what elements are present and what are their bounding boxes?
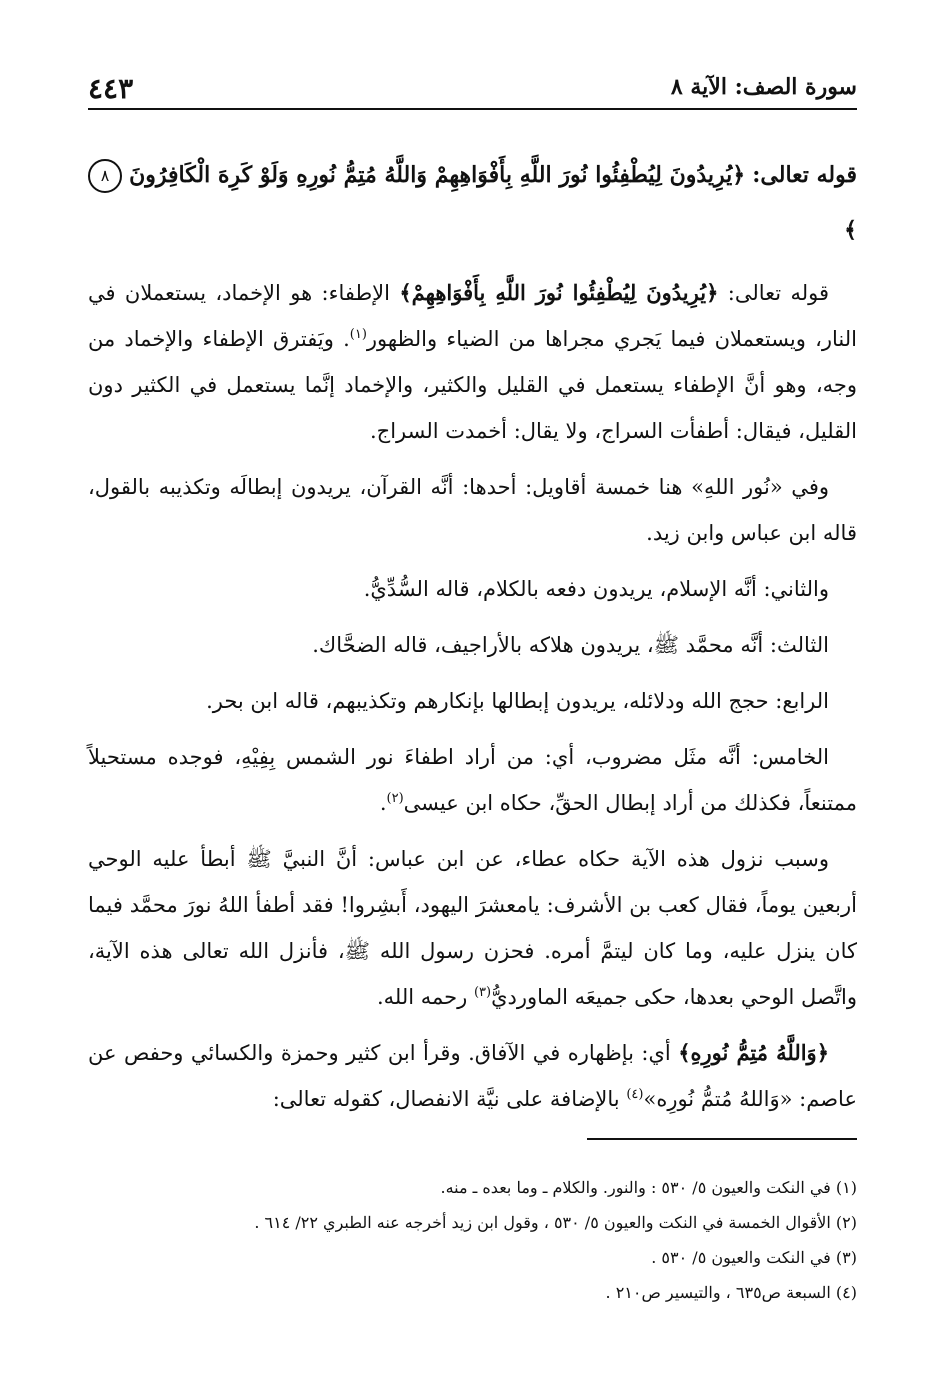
paragraph-1 xyxy=(88,270,857,454)
header-rule xyxy=(88,108,857,110)
p8-end: بالإضافة على نيَّة الانفصال، كقوله تعالى: xyxy=(272,1087,627,1111)
footnote-ref-2[interactable]: (٢) xyxy=(386,791,404,806)
verse-text: ﴿يُرِيدُونَ لِيُطْفِئُوا نُورَ اللَّهِ بِأَفْوَاهِهِمْ وَاللَّهُ مُتِمُّ نُورِهِ وَلَوْ كَرِهَ الْكَافِرُونَ xyxy=(129,162,746,188)
main-text xyxy=(88,148,857,1132)
ayah-number: ٨ xyxy=(88,159,122,193)
footnote-3: (٣) في النكت والعيون ٥/ ٥٣٠ . xyxy=(651,1248,857,1267)
p8-text: أي: بإظهاره في الآفاق. وقرأ ابن كثير وحمزة والكسائي وحفص عن عاصم: «وَاللهُ مُتمُّ نُورِه» xyxy=(88,1041,857,1111)
footnote-1: (١) في النكت والعيون ٥/ ٥٣٠ : والنور. والكلام ـ وما بعده ـ منه. xyxy=(440,1178,857,1197)
paragraph-4: الثالث: أنَّه محمَّد ﷺ، يريدون هلاكه بالأراجيف، قاله الضحَّاك. xyxy=(312,633,829,657)
paragraph-7 xyxy=(88,836,857,1020)
footnote-ref-4[interactable]: (٤) xyxy=(626,1087,644,1102)
p1-text-2: . ويَفترق الإطفاء والإخماد من وجه، وهو أنَّ الإطفاء يستعمل في القليل والكثير، والإخماد إنَّما يستعمل في الكثير دون القليل، فيقال: أطفأت السراج، ولا يقال: أخمدت السراج. xyxy=(88,327,857,443)
p6-text: الخامس: أنَّه مثَل مضروب، أي: من أراد اطفاءَ نور الشمس بِفِيْهِ، فوجده مستحيلاً ممتنعاً، فكذلك من أراد إبطال الحقِّ، حكاه ابن عيسى xyxy=(88,745,857,815)
verse-close: ﴾ xyxy=(844,217,857,243)
paragraph-2: وفي «نُور اللهِ» هنا خمسة أقاويل: أحدها: أنَّه القرآن، يريدون إبطالَه وتكذيبه بالقول، قاله ابن عباس وابن زيد. xyxy=(88,475,857,545)
verse-label: قوله تعالى: xyxy=(752,162,858,188)
footnote-separator xyxy=(587,1138,857,1140)
footnote-ref-1[interactable]: (١) xyxy=(349,327,367,342)
p7-end: رحمه الله. xyxy=(376,985,474,1009)
p7-text: وسبب نزول هذه الآية حكاه عطاء، عن ابن عباس: أنَّ النبيَّ ﷺ أبطأ عليه الوحي أربعين يوماً، فقال كعب بن الأشرف: يامعشرَ اليهود، أَبشِروا! فقد أطفأ اللهُ نورَ محمَّد فيما كان ينزل عليه، وما كان ليتمَّ أمره. فحزن رسول الله ﷺ، فأنزل الله تعالى هذه الآية، واتَّصل الوحي بعدها، حكى جميعَه الماورديُّ xyxy=(88,847,857,1009)
footnote-4: (٤) السبعة ص٦٣٥ ، والتيسير ص٢١٠ . xyxy=(605,1283,857,1302)
paragraph-6 xyxy=(88,734,857,826)
footnote-ref-3[interactable]: (٣) xyxy=(473,985,492,1000)
page-header xyxy=(88,72,857,105)
paragraph-8 xyxy=(88,1030,857,1122)
p8-quote: ﴿وَاللَّهُ مُتِمُّ نُورِهِ﴾ xyxy=(678,1040,829,1065)
page-number: ٤٤٣ xyxy=(88,72,134,105)
footnote-2: (٢) الأقوال الخمسة في النكت والعيون ٥/ ٥٣٠ ، وقول ابن زيد أخرجه عنه الطبري ٢٢/ ٦١٤ . xyxy=(254,1213,857,1232)
verse-heading xyxy=(88,148,857,258)
running-title: سورة الصف: الآية ٨ xyxy=(670,74,857,100)
paragraph-3: والثاني: أنَّه الإسلام، يريدون دفعه بالكلام، قاله السُّدِّيُّ. xyxy=(363,577,829,601)
paragraph-5: الرابع: حجج الله ودلائله، يريدون إبطالها بإنكارهم وتكذيبهم، قاله ابن بحر. xyxy=(206,689,829,713)
p1-quote: ﴿يُرِيدُونَ لِيُطْفِئُوا نُورَ اللَّهِ بِأَفْوَاهِهِمْ﴾ xyxy=(399,280,719,305)
p6-end: . xyxy=(379,791,387,815)
p1-lead: قوله تعالى: xyxy=(718,281,830,305)
footnotes xyxy=(88,1170,857,1310)
p1-text-1: الإطفاء: هو الإخماد، يستعملان في النار، ويستعملان فيما يَجري مجراها من الضياء والظهور xyxy=(88,281,857,351)
